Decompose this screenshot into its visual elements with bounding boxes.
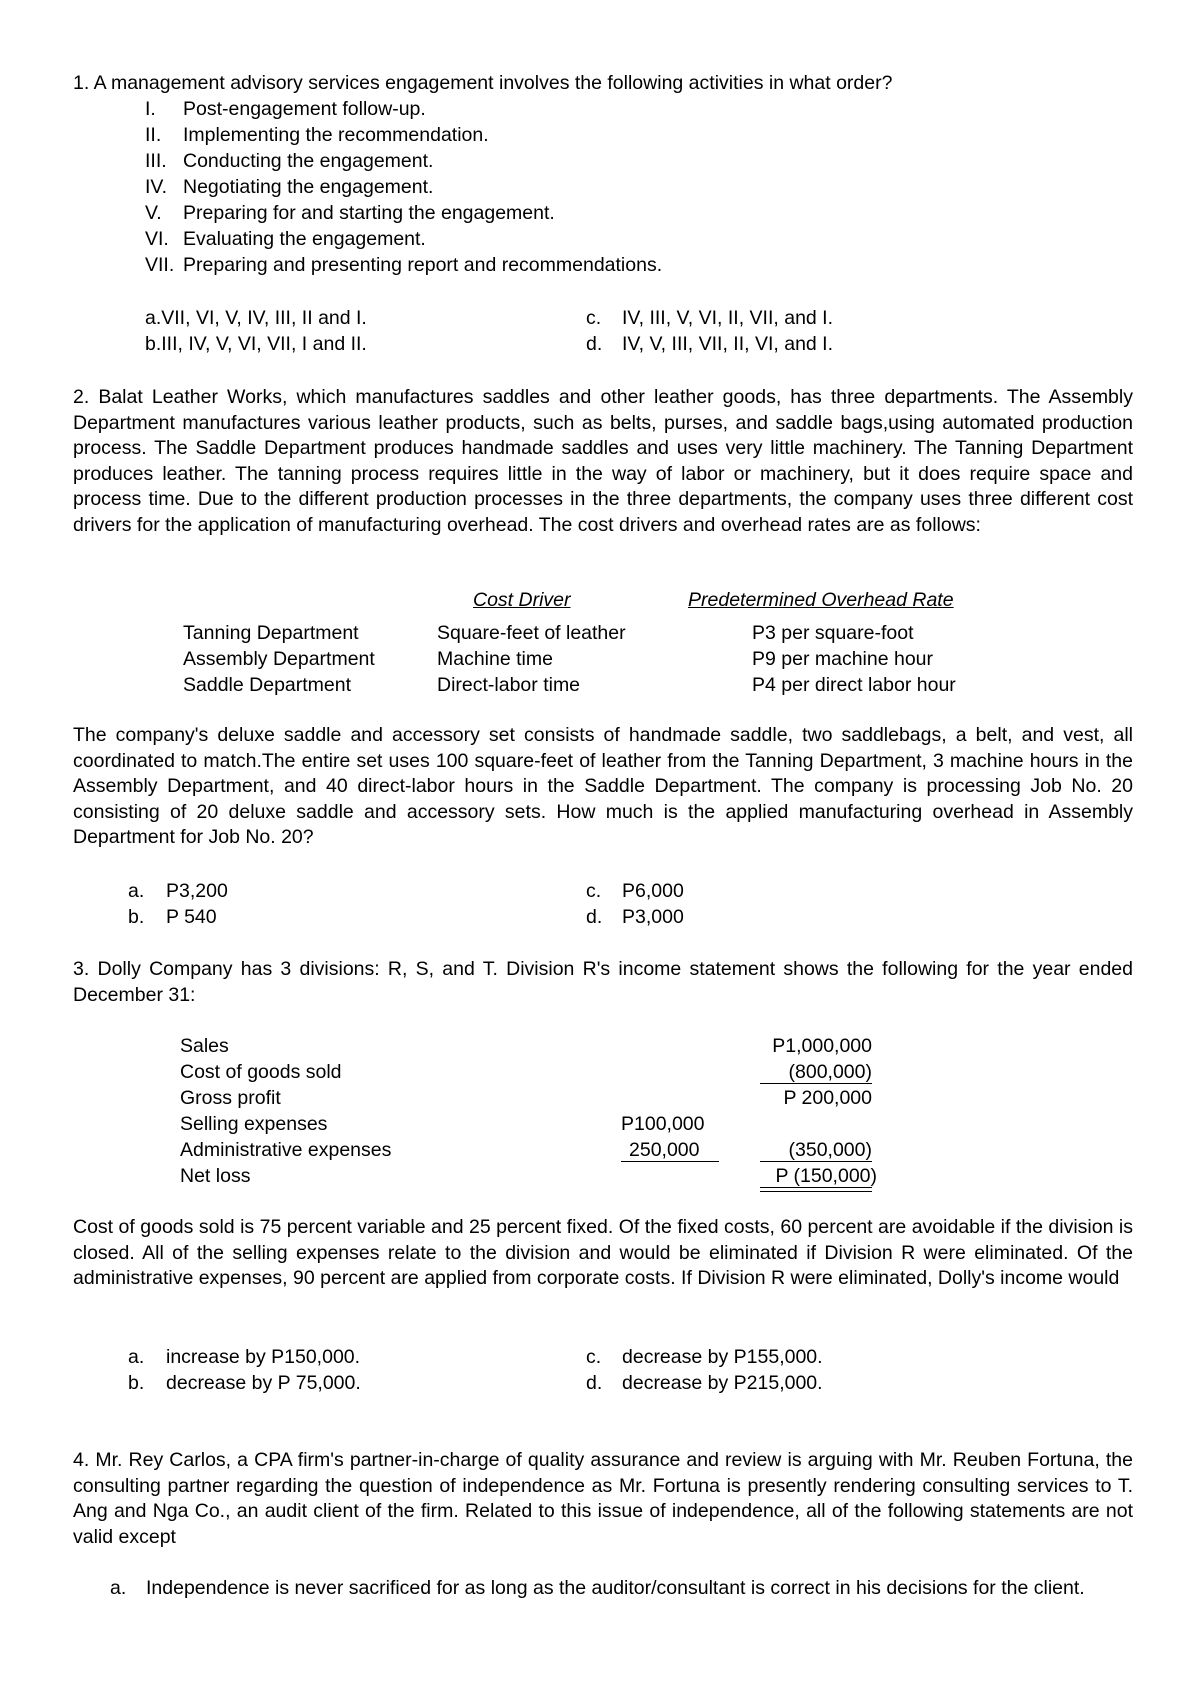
q1-item-num: VI. — [145, 228, 169, 250]
q3-choice-c: decrease by P155,000. — [622, 1346, 823, 1368]
q1-item-text: Post-engagement follow-up. — [183, 98, 426, 120]
q3-admin-total-underline — [760, 1161, 872, 1162]
q3-selling-label: Selling expenses — [180, 1113, 328, 1135]
q1-choice-d-letter: d. — [586, 333, 603, 355]
q1-choice-a: a.VII, VI, V, IV, III, II and I. — [145, 307, 367, 329]
q2-table-driver: Square-feet of leather — [437, 622, 626, 644]
q3-admin-total: (350,000) — [788, 1139, 872, 1161]
q1-item-text: Evaluating the engagement. — [183, 228, 426, 250]
q3-selling-value: P100,000 — [621, 1113, 705, 1135]
q3-sales-label: Sales — [180, 1035, 229, 1057]
q3-net-loss-double-underline — [760, 1191, 872, 1192]
q1-item-text: Conducting the engagement. — [183, 150, 434, 172]
q1-choice-b: b.III, IV, V, VI, VII, I and II. — [145, 333, 367, 355]
q3-gross-profit-label: Gross profit — [180, 1087, 281, 1109]
q2-table-rate: P3 per square-foot — [752, 622, 914, 644]
q1-item-text: Negotiating the engagement. — [183, 176, 434, 198]
q1-choice-c-letter: c. — [586, 307, 602, 329]
q3-gross-profit-value: P 200,000 — [783, 1087, 872, 1109]
q2-table-header-driver: Cost Driver — [473, 589, 571, 611]
q2-choice-d: P3,000 — [622, 906, 684, 928]
q1-item-num: IV. — [145, 176, 168, 198]
q1-item-num: III. — [145, 150, 167, 172]
q2-table-driver: Direct-labor time — [437, 674, 581, 696]
q3-net-loss-underline — [760, 1187, 872, 1188]
q2-paragraph-1: 2. Balat Leather Works, which manufactures saddles and other leather goods, has three departments. The Assembly Department manufactures various leather products, such as belts, purses, and saddle bags,using automated production process. The Saddle Department produces handmade saddles and uses very little machinery. The Tanning Department produces leather. The tanning process requires little in the way of labor or machinery, but it does require space and process time. Due to the different production processes in the three departments, the company uses three different cost drivers for the application of manufacturing overhead. The cost drivers and overhead rates are as follows: — [73, 386, 1133, 536]
q3-admin-underline — [621, 1161, 719, 1162]
q3-admin-value: 250,000 — [629, 1139, 700, 1161]
q2-choice-d-letter: d. — [586, 906, 603, 928]
q3-choice-b-letter: b. — [128, 1372, 145, 1394]
q3-choice-a-letter: a. — [128, 1346, 145, 1368]
q1-item-num: I. — [145, 98, 156, 120]
q2-choice-a-letter: a. — [128, 880, 145, 902]
q1-item-num: V. — [145, 202, 162, 224]
q2-table-dept: Assembly Department — [183, 648, 375, 670]
q2-choice-c: P6,000 — [622, 880, 684, 902]
q2-paragraph-2: The company's deluxe saddle and accessory set consists of handmade saddle, two saddlebags, a belt, and vest, all coordinated to match.The entire set uses 100 square-feet of leather from the Tanning Department, 3 machine hours in the Assembly Department, and 40 direct-labor hours in the Saddle Department. The company is processing Job No. 20 consisting of 20 deluxe saddle and accessory sets. How much is the applied manufacturing overhead in Assembly Department for Job No. 20? — [73, 724, 1133, 848]
q3-cogs-label: Cost of goods sold — [180, 1061, 342, 1083]
q2-choice-b: P 540 — [166, 906, 217, 928]
q3-paragraph-1: 3. Dolly Company has 3 divisions: R, S, and T. Division R's income statement shows the following for the year ended December 31: — [73, 958, 1133, 1006]
q3-net-loss-label: Net loss — [180, 1165, 251, 1187]
q3-cogs-underline — [760, 1083, 872, 1084]
q2-table-rate: P9 per machine hour — [752, 648, 934, 670]
q2-table-dept: Saddle Department — [183, 674, 352, 696]
q3-choice-b: decrease by P 75,000. — [166, 1372, 361, 1394]
q1-item-text: Implementing the recommendation. — [183, 124, 489, 146]
q3-paragraph-2: Cost of goods sold is 75 percent variable and 25 percent fixed. Of the fixed costs, 60 percent are avoidable if the division is closed. All of the selling expenses relate to the division and would be eliminated if Division R were eliminated. Of the administrative expenses, 90 percent are applied from corporate costs. If Division R were eliminated, Dolly's income would — [73, 1216, 1133, 1289]
q2-choice-a: P3,200 — [166, 880, 228, 902]
q1-item-text: Preparing for and starting the engagement. — [183, 202, 555, 224]
q1-choice-d: IV, V, III, VII, II, VI, and I. — [622, 333, 834, 355]
q3-net-loss-value: P (150,000) — [775, 1165, 877, 1187]
q3-sales-value: P1,000,000 — [772, 1035, 872, 1057]
q4-paragraph-1: 4. Mr. Rey Carlos, a CPA firm's partner-in-charge of quality assurance and review is arguing with Mr. Reuben Fortuna, the consulting partner regarding the question of independence as Mr. Fortuna is presently rendering consulting services to T. Ang and Nga Co., an audit client of the firm. Related to this issue of independence, all of the following statements are not valid except — [73, 1449, 1133, 1548]
q2-table-dept: Tanning Department — [183, 622, 359, 644]
q1-choice-c: IV, III, V, VI, II, VII, and I. — [622, 307, 834, 329]
q2-choice-c-letter: c. — [586, 880, 602, 902]
q1-item-num: II. — [145, 124, 162, 146]
q1-stem: 1. A management advisory services engagement involves the following activities in what order? — [73, 72, 893, 94]
q3-choice-d-letter: d. — [586, 1372, 603, 1394]
q1-item-num: VII. — [145, 254, 175, 276]
q2-table-header-rate: Predetermined Overhead Rate — [688, 589, 954, 611]
q3-choice-c-letter: c. — [586, 1346, 602, 1368]
q3-choice-d: decrease by P215,000. — [622, 1372, 823, 1394]
q4-choice-a-letter: a. — [110, 1577, 127, 1599]
q3-admin-label: Administrative expenses — [180, 1139, 392, 1161]
q1-item-text: Preparing and presenting report and recommendations. — [183, 254, 663, 276]
q2-choice-b-letter: b. — [128, 906, 145, 928]
q2-table-driver: Machine time — [437, 648, 553, 670]
q4-choice-a: Independence is never sacrificed for as long as the auditor/consultant is correct in his decisions for the client. — [146, 1577, 1085, 1599]
q3-choice-a: increase by P150,000. — [166, 1346, 361, 1368]
q2-table-rate: P4 per direct labor hour — [752, 674, 956, 696]
q3-cogs-value: (800,000) — [788, 1061, 872, 1083]
